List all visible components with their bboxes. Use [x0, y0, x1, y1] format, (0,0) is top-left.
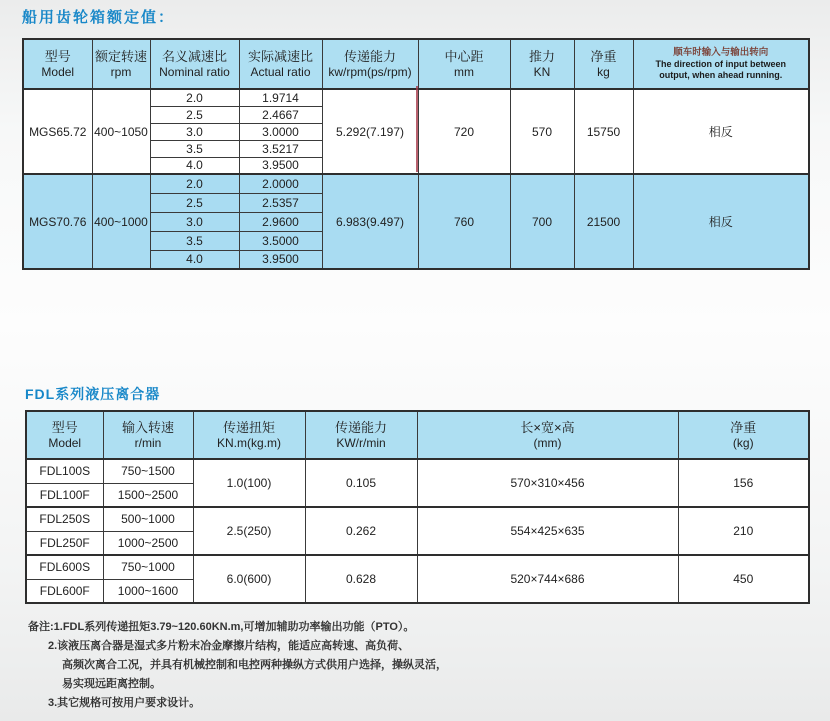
clutch-header-input-speed [103, 411, 193, 459]
nominal-ratio-cell: 3.5 [150, 231, 239, 250]
net-weight-cell: 450 [678, 555, 809, 603]
rated-speed-cell: 400~1000 [92, 174, 150, 269]
header-unit: Actual ratio [250, 65, 311, 79]
header-label: 传递能力 [334, 420, 387, 435]
footnotes [28, 618, 447, 713]
gearbox-table-body [23, 89, 809, 269]
header-label: 长×宽×高 [520, 420, 575, 435]
actual-ratio-cell: 3.5000 [239, 231, 322, 250]
actual-ratio-cell: 2.0000 [239, 174, 322, 193]
nominal-ratio-cell: 2.5 [150, 193, 239, 212]
gearbox-header-model [23, 39, 92, 89]
nominal-ratio-cell: 2.0 [150, 174, 239, 193]
header-label: 推力 [528, 49, 555, 64]
gearbox-header-rated-speed [92, 39, 150, 89]
direction-cell: 相反 [633, 89, 809, 174]
header-sublabel: The direction of input between [655, 59, 786, 69]
nominal-ratio-cell: 3.0 [150, 212, 239, 231]
dimensions-cell: 570×310×456 [417, 459, 678, 507]
actual-ratio-cell: 2.4667 [239, 106, 322, 123]
torque-cell: 1.0(100) [193, 459, 305, 507]
gearbox-header-row [23, 39, 809, 89]
header-label: 名义减速比 [161, 49, 227, 64]
clutch-header-net-weight [678, 411, 809, 459]
thrust-cell: 700 [510, 174, 574, 269]
gearbox-header-capacity [322, 39, 418, 89]
clutch-model-cell: FDL600S [26, 555, 103, 579]
header-unit: mm [454, 65, 474, 79]
nominal-ratio-cell: 4.0 [150, 157, 239, 174]
gearbox-header-direction [633, 39, 809, 89]
net-weight-cell: 210 [678, 507, 809, 555]
actual-ratio-cell: 3.9500 [239, 250, 322, 269]
clutch-table [25, 410, 810, 604]
actual-ratio-cell: 2.5357 [239, 193, 322, 212]
header-label: 输入转速 [121, 420, 174, 435]
thrust-cell: 570 [510, 89, 574, 174]
rated-speed-cell: 400~1050 [92, 89, 150, 174]
gearbox-row [23, 89, 809, 106]
actual-ratio-cell: 3.5217 [239, 140, 322, 157]
header-unit: Model [41, 65, 75, 79]
header-unit: kg [597, 65, 610, 79]
clutch-row [26, 459, 809, 483]
header-unit: KN.m(kg.m) [217, 436, 281, 450]
clutch-row [26, 507, 809, 531]
gearbox-header-nominal-ratio [150, 39, 239, 89]
clutch-model-cell: FDL250F [26, 531, 103, 555]
dimensions-cell: 520×744×686 [417, 555, 678, 603]
clutch-header-dimensions [417, 411, 678, 459]
clutch-header-capacity [305, 411, 417, 459]
footnote-line: 2.该液压离合器是湿式多片粉末冶金摩擦片结构，能适应高转速、高负荷、 [48, 640, 410, 652]
footnote-line: 备注:1.FDL系列传递扭矩3.79~120.60KN.m,可增加辅助功率输出功能（PTO）。 [28, 621, 415, 633]
header-unit: KN [533, 65, 551, 79]
clutch-model-cell: FDL250S [26, 507, 103, 531]
input-speed-cell: 1500~2500 [103, 483, 193, 507]
header-unit: r/min [134, 436, 162, 450]
clutch-table-container [25, 410, 810, 604]
header-label: 型号 [51, 420, 78, 435]
input-speed-cell: 1000~1600 [103, 579, 193, 603]
nominal-ratio-cell: 4.0 [150, 250, 239, 269]
header-unit: Nominal ratio [159, 65, 230, 79]
footnote-line: 高频次离合工况，并具有机械控制和电控两种操纵方式供用户选择，操纵灵活， [62, 659, 447, 671]
capacity-cell: 0.105 [305, 459, 417, 507]
header-sublabel: output, when ahead running. [659, 70, 783, 80]
header-label: 传递扭矩 [222, 420, 275, 435]
actual-ratio-cell: 3.0000 [239, 123, 322, 140]
header-label: 额定转速 [94, 49, 147, 64]
capacity-cell: 6.983(9.497) [322, 174, 418, 269]
clutch-model-cell: FDL100F [26, 483, 103, 507]
clutch-header-row [26, 411, 809, 459]
header-unit: kw/rpm(ps/rpm) [328, 65, 412, 79]
gearbox-header-net-weight [574, 39, 633, 89]
footnote-line: 3.其它规格可按用户要求设计。 [48, 697, 201, 709]
model-cell: MGS70.76 [23, 174, 92, 269]
clutch-section-title: FDL系列液压离合器 [25, 386, 161, 402]
gearbox-section-title: 船用齿轮箱额定值： [22, 9, 176, 26]
nominal-ratio-cell: 3.5 [150, 140, 239, 157]
gearbox-header-thrust [510, 39, 574, 89]
header-label: 实际减速比 [247, 49, 313, 64]
header-label: 净重 [590, 49, 617, 64]
header-label: 传递能力 [343, 49, 396, 64]
dimensions-cell: 554×425×635 [417, 507, 678, 555]
capacity-cell: 5.292(7.197) [322, 89, 418, 174]
header-label: 中心距 [444, 49, 484, 64]
clutch-row [26, 555, 809, 579]
model-cell: MGS65.72 [23, 89, 92, 174]
input-speed-cell: 750~1500 [103, 459, 193, 483]
gearbox-header-center-distance [418, 39, 510, 89]
capacity-cell: 0.628 [305, 555, 417, 603]
actual-ratio-cell: 1.9714 [239, 89, 322, 106]
direction-cell: 相反 [633, 174, 809, 269]
net-weight-cell: 156 [678, 459, 809, 507]
actual-ratio-cell: 2.9600 [239, 212, 322, 231]
header-unit: rpm [110, 65, 132, 79]
net-weight-cell: 21500 [574, 174, 633, 269]
header-unit: KW/r/min [336, 436, 386, 450]
input-speed-cell: 500~1000 [103, 507, 193, 531]
center-distance-cell: 760 [418, 174, 510, 269]
header-unit: (kg) [732, 436, 754, 450]
clutch-header-model [26, 411, 103, 459]
clutch-model-cell: FDL100S [26, 459, 103, 483]
header-label: 型号 [44, 49, 71, 64]
torque-cell: 2.5(250) [193, 507, 305, 555]
gearbox-header-actual-ratio [239, 39, 322, 89]
torque-cell: 6.0(600) [193, 555, 305, 603]
gearbox-table [22, 38, 810, 270]
footnote-line: 易实现远距离控制。 [62, 678, 161, 690]
clutch-model-cell: FDL600F [26, 579, 103, 603]
input-speed-cell: 750~1000 [103, 555, 193, 579]
nominal-ratio-cell: 3.0 [150, 123, 239, 140]
header-unit: (mm) [533, 436, 562, 450]
clutch-table-body [26, 459, 809, 603]
header-unit: Model [48, 436, 82, 450]
clutch-header-torque [193, 411, 305, 459]
gearbox-table-container [22, 38, 810, 270]
net-weight-cell: 15750 [574, 89, 633, 174]
center-distance-cell: 720 [418, 89, 510, 174]
nominal-ratio-cell: 2.0 [150, 89, 239, 106]
input-speed-cell: 1000~2500 [103, 531, 193, 555]
capacity-cell: 0.262 [305, 507, 417, 555]
actual-ratio-cell: 3.9500 [239, 157, 322, 174]
gearbox-row [23, 174, 809, 193]
header-label: 净重 [730, 420, 757, 435]
header-label: 顺车时输入与输出转向 [673, 47, 769, 58]
nominal-ratio-cell: 2.5 [150, 106, 239, 123]
